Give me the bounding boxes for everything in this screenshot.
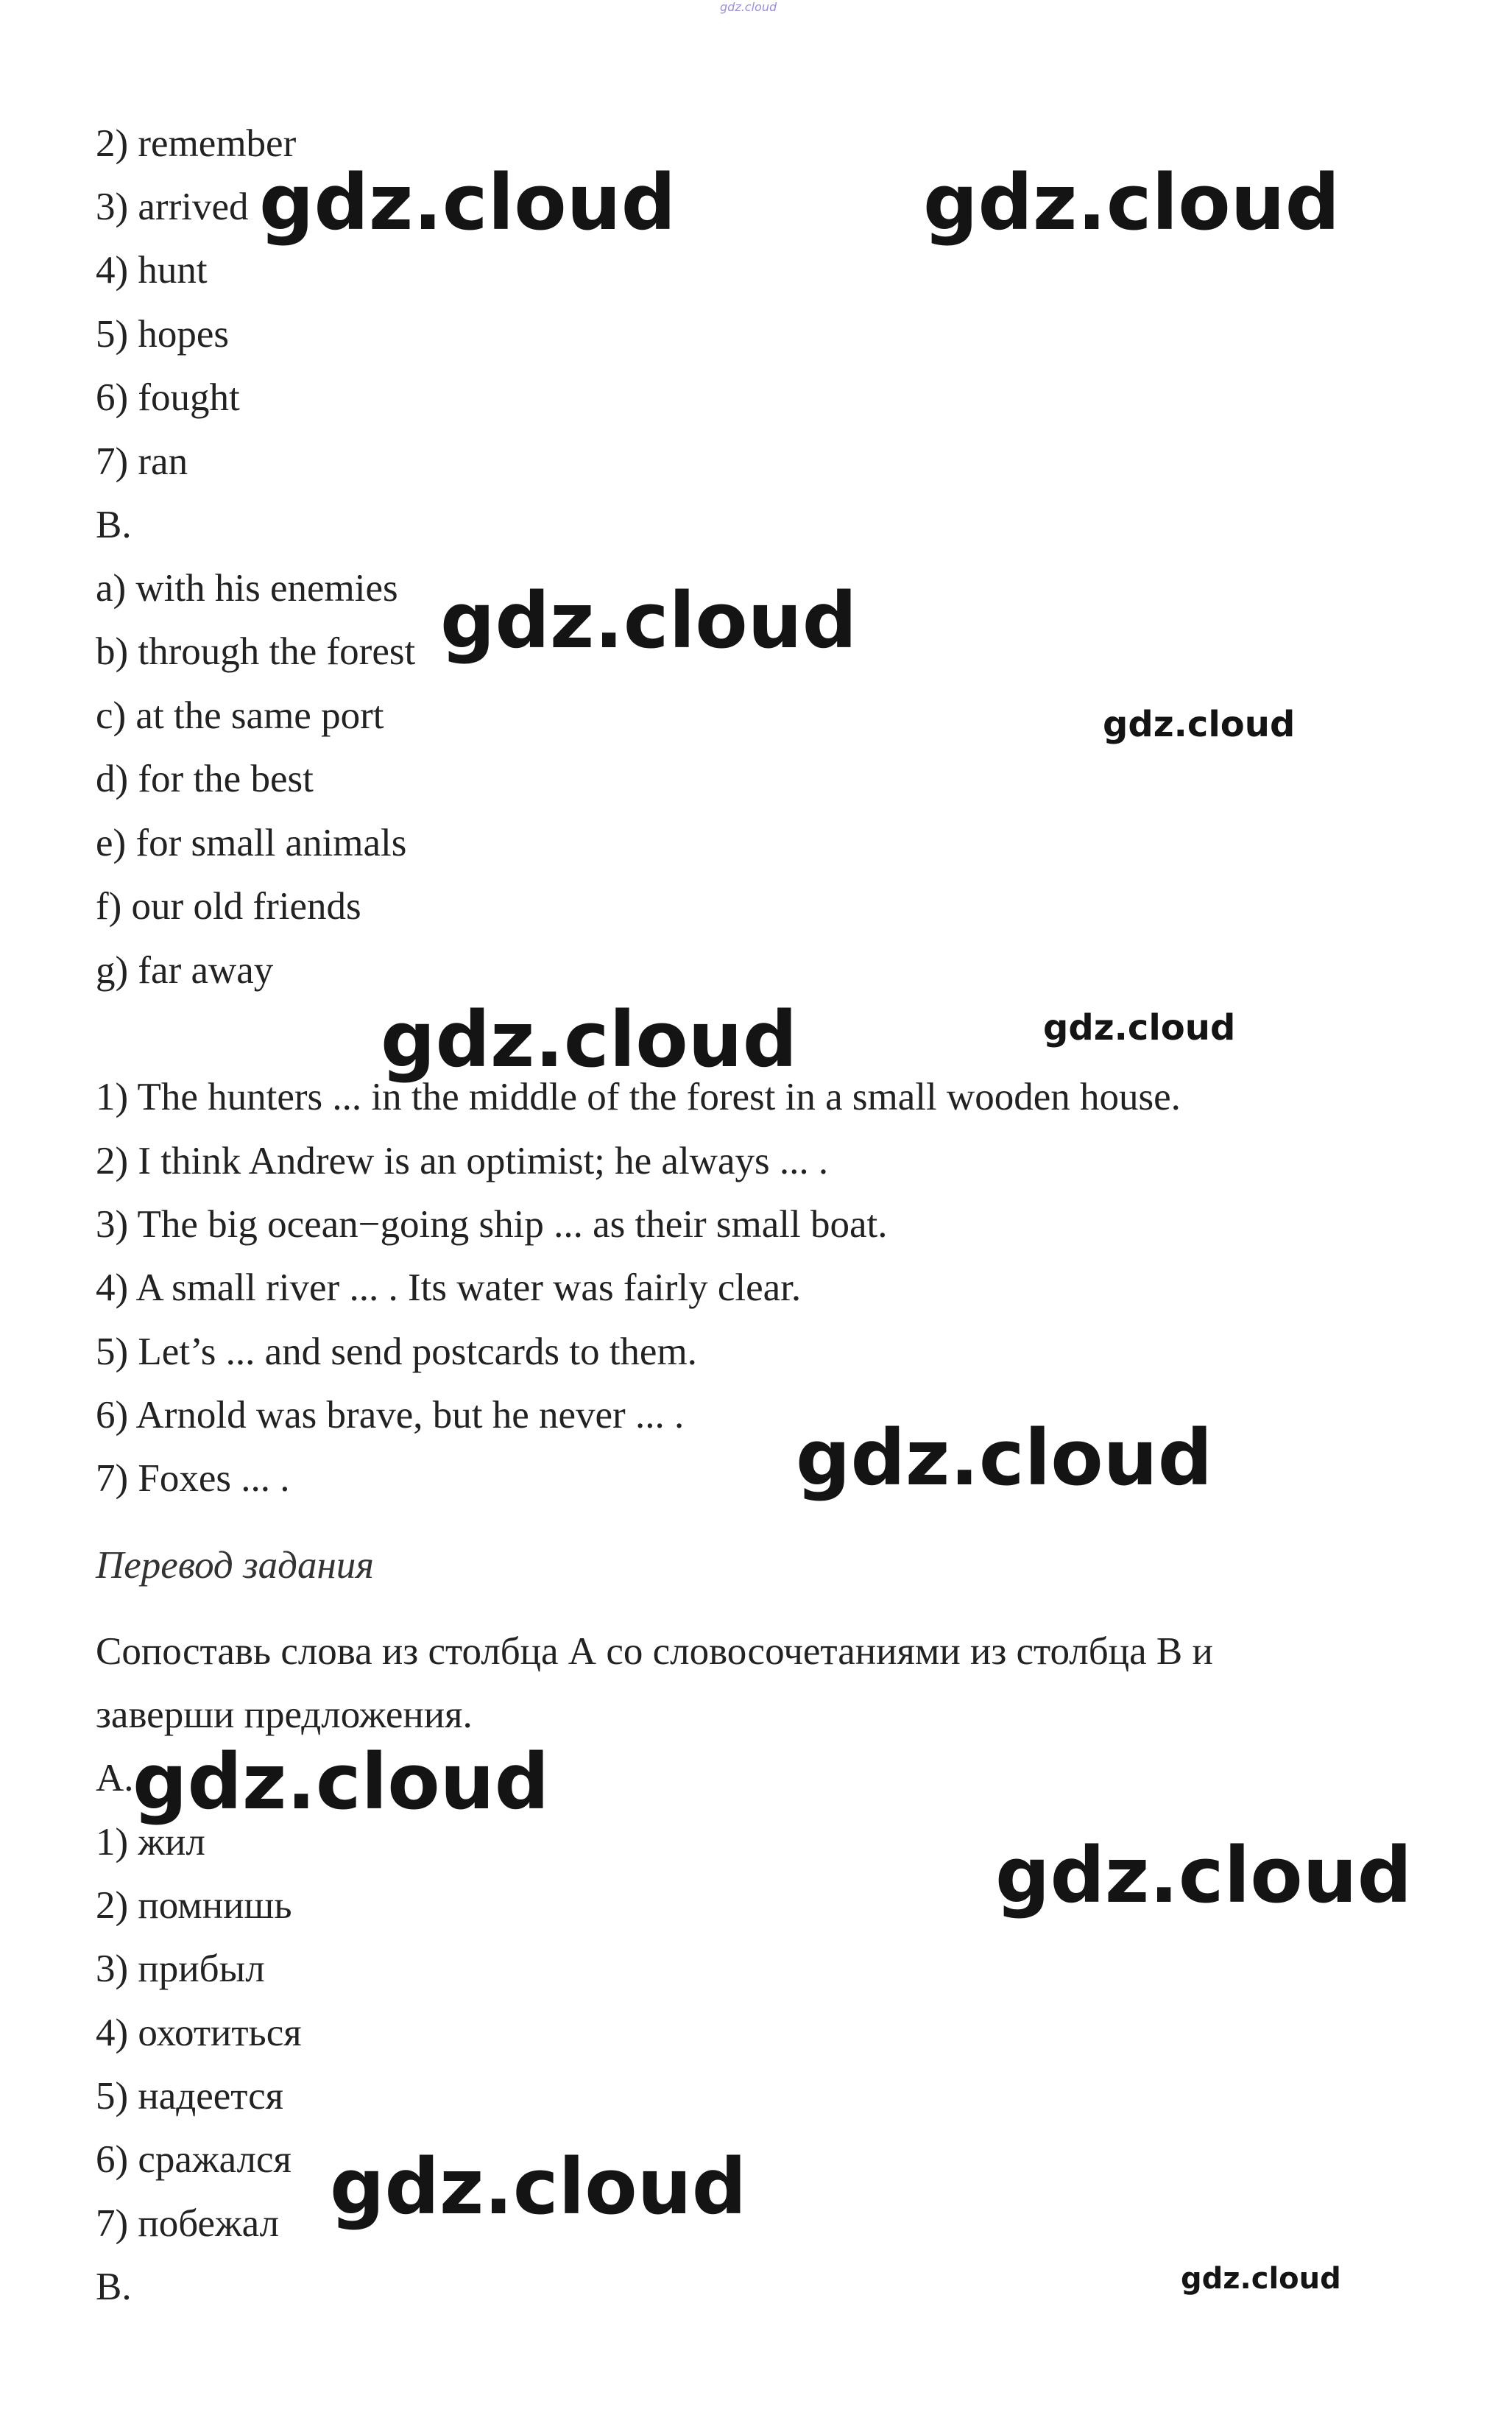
list-item: 5) надеется — [96, 2075, 284, 2118]
watermark: gdz.cloud — [381, 995, 798, 1085]
sentence: 1) The hunters ... in the middle of the forest in a small wooden house. — [96, 1076, 1181, 1118]
list-item: 6) сражался — [96, 2138, 292, 2181]
list-item: 5) hopes — [96, 313, 230, 356]
watermark: gdz.cloud — [923, 158, 1340, 247]
list-item: f) our old friends — [96, 885, 361, 928]
ru-column-b-header: B. — [96, 2266, 132, 2308]
translation-text: заверши предложения. — [96, 1693, 473, 1736]
list-item: 7) побежал — [96, 2202, 280, 2245]
list-item: c) at the same port — [96, 694, 384, 737]
list-item: 3) прибыл — [96, 1947, 265, 1990]
watermark: gdz.cloud — [796, 1413, 1213, 1503]
list-item: a) with his enemies — [96, 567, 398, 610]
list-item: 2) remember — [96, 122, 297, 165]
ru-column-a-header: А. — [96, 1757, 134, 1799]
list-item: d) for the best — [96, 758, 314, 800]
sentence: 2) I think Andrew is an optimist; he always ... . — [96, 1140, 829, 1182]
list-item: b) through the forest — [96, 630, 416, 673]
watermark: gdz.cloud — [133, 1737, 550, 1827]
sentence: 3) The big ocean−going ship ... as their small boat. — [96, 1203, 888, 1246]
watermark: gdz.cloud — [259, 158, 676, 247]
translation-title: Перевод задания — [96, 1544, 374, 1587]
sentence: 6) Arnold was brave, but he never ... . — [96, 1394, 685, 1436]
watermark-top: gdz.cloud — [720, 0, 777, 14]
translation-text: Сопоставь слова из столбца А со словосочетаниями из столбца В и — [96, 1630, 1213, 1673]
list-item: 7) ran — [96, 440, 188, 483]
sentence: 4) A small river ... . Its water was fairly clear. — [96, 1266, 802, 1309]
list-item: 4) охотиться — [96, 2012, 302, 2054]
list-item: 4) hunt — [96, 249, 208, 292]
list-item: 6) fought — [96, 376, 240, 419]
list-item: 1) жил — [96, 1821, 205, 1864]
watermark: gdz.cloud — [330, 2142, 747, 2232]
watermark: gdz.cloud — [1103, 704, 1296, 745]
column-b-header: B. — [96, 504, 132, 546]
list-item: 3) arrived — [96, 186, 249, 228]
list-item: 2) помнишь — [96, 1884, 292, 1927]
list-item: e) for small animals — [96, 822, 407, 864]
watermark: gdz.cloud — [440, 576, 858, 666]
list-item: g) far away — [96, 949, 274, 992]
sentence: 7) Foxes ... . — [96, 1457, 290, 1500]
sentence: 5) Let’s ... and send postcards to them. — [96, 1330, 697, 1373]
watermark: gdz.cloud — [995, 1830, 1413, 1920]
watermark: gdz.cloud — [1181, 2262, 1341, 2296]
watermark: gdz.cloud — [1043, 1007, 1236, 1048]
